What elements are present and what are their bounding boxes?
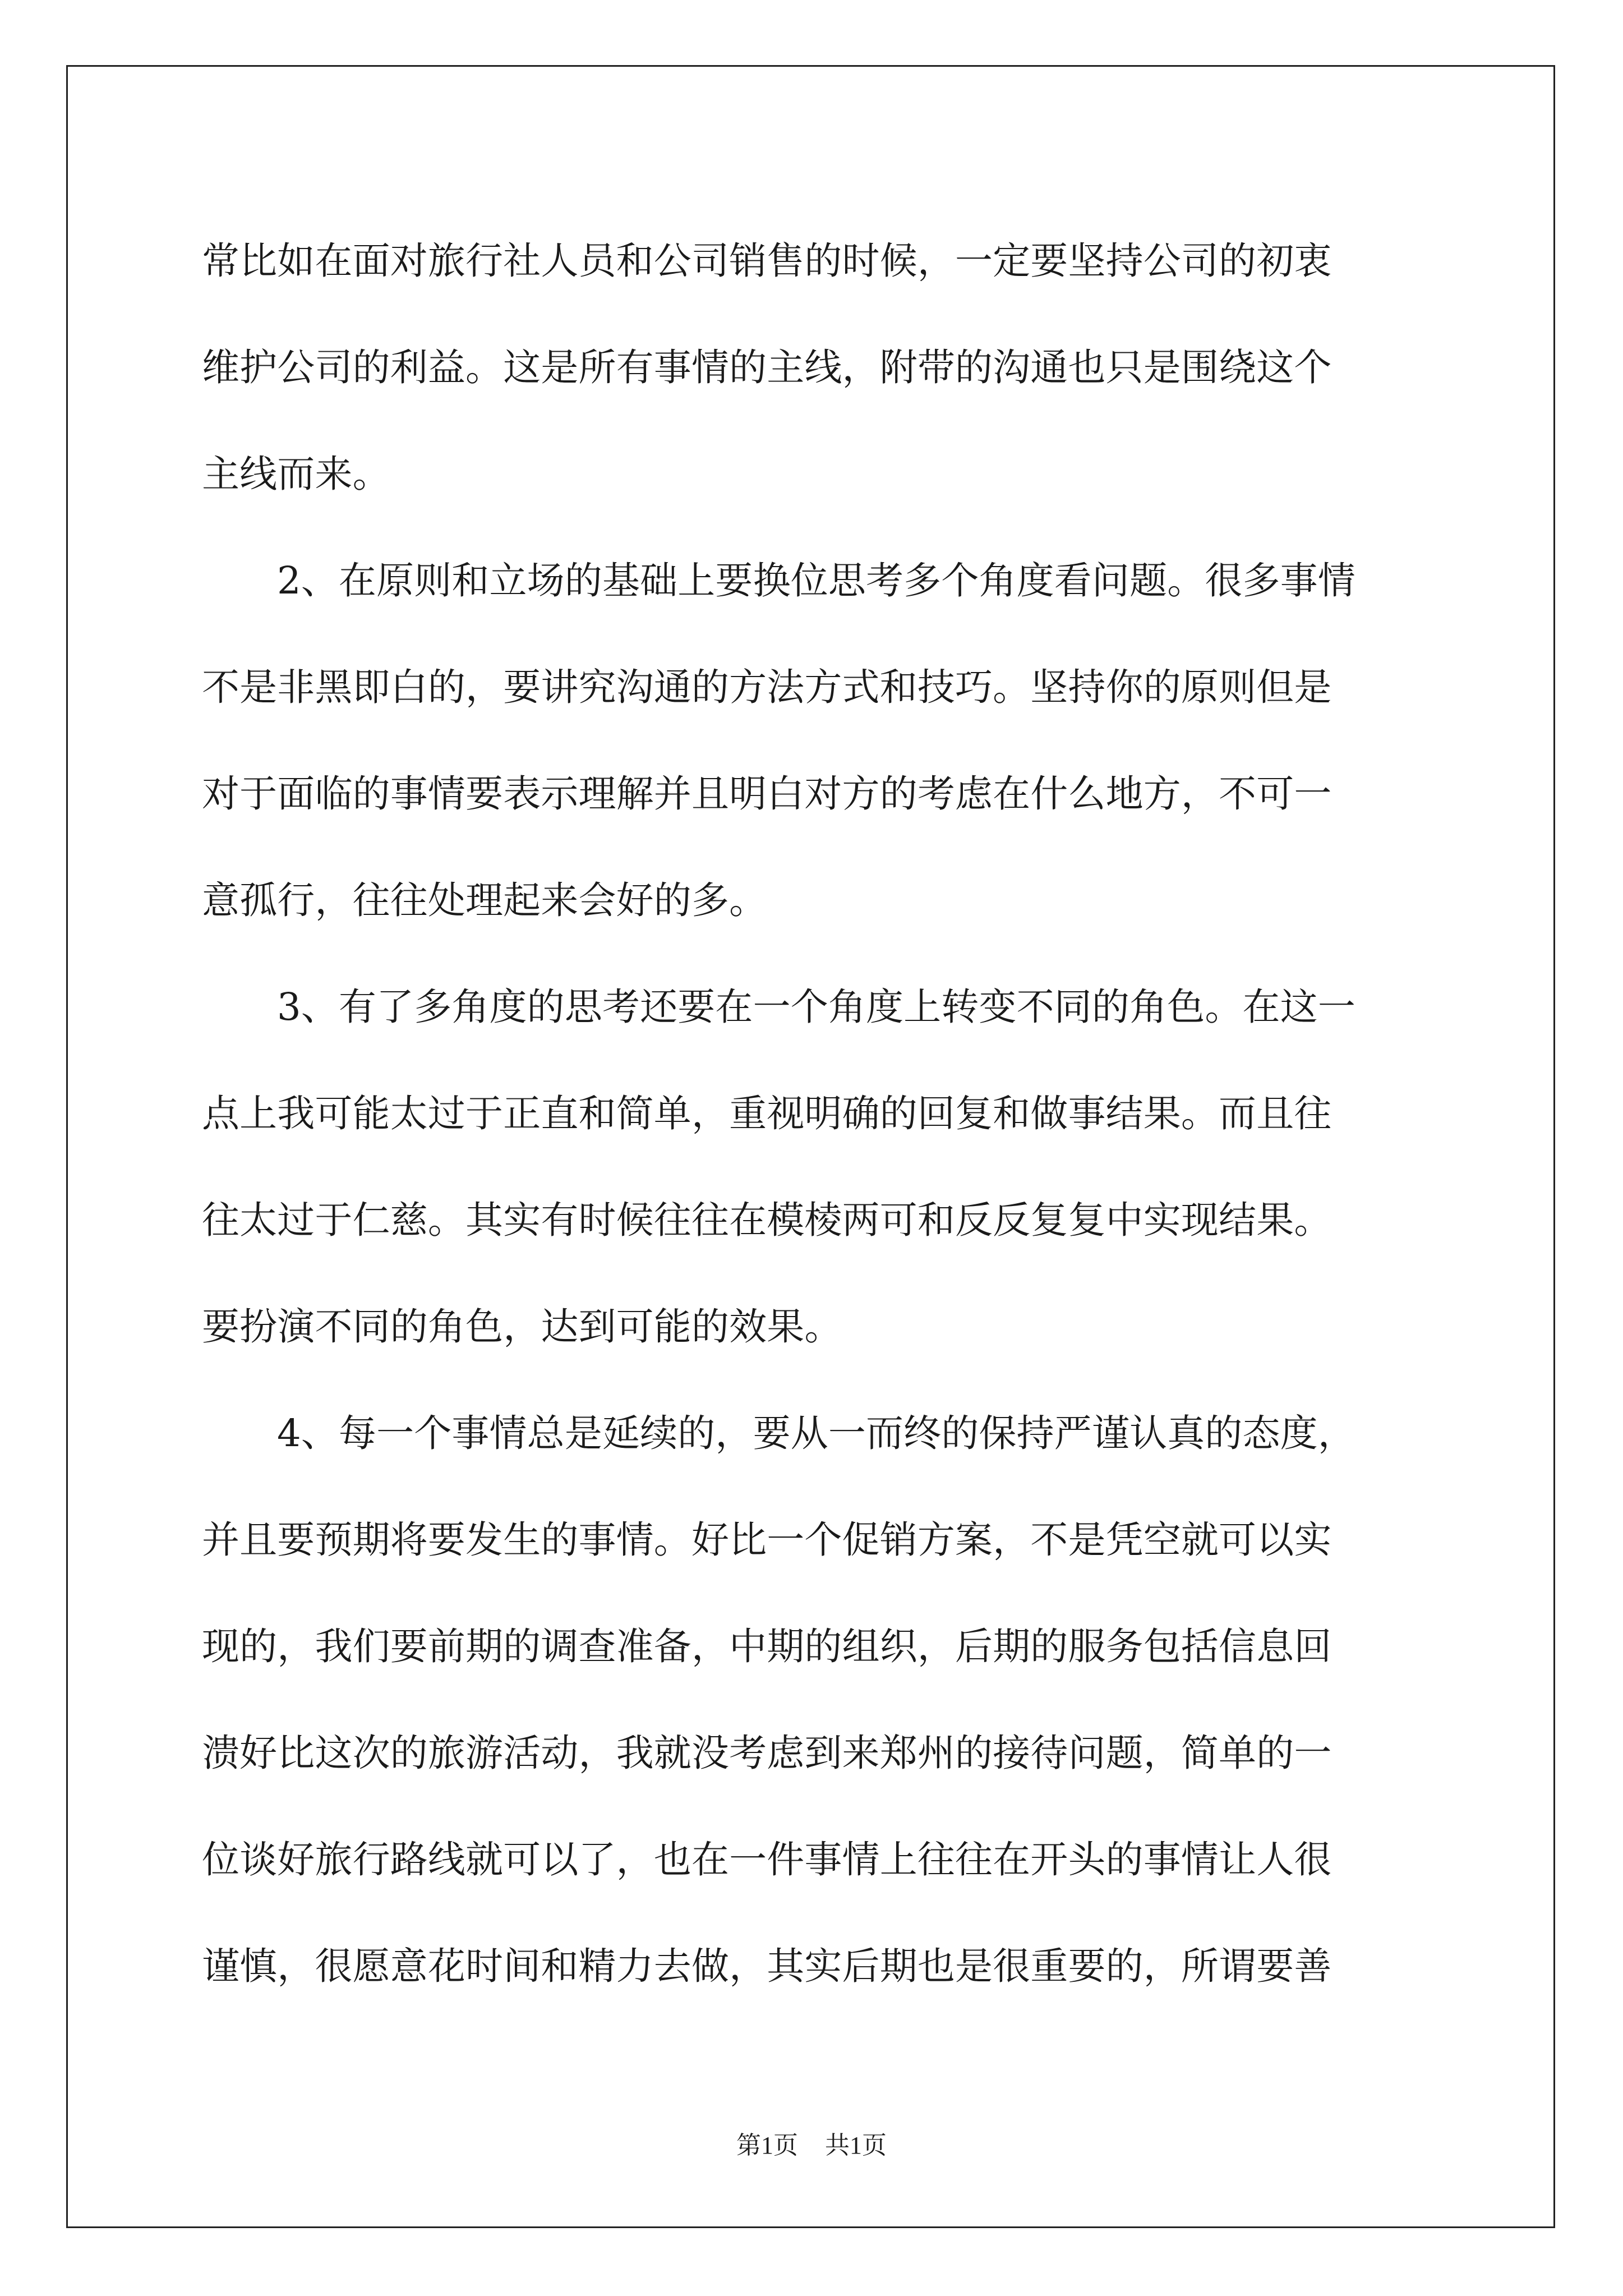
text-line: 位谈好旅行路线就可以了，也在一件事情上往往在开头的事情让人很 [202, 1838, 1332, 1881]
text-line: 2、在原则和立场的基础上要换位思考多个角度看问题。很多事情 [277, 559, 1355, 602]
text-line: 3、有了多角度的思考还要在一个角度上转变不同的角色。在这一 [277, 985, 1355, 1029]
page-footer [0, 2129, 1623, 2162]
text-line: 维护公司的利益。这是所有事情的主线，附带的沟通也只是围绕这个 [202, 346, 1332, 389]
document-body [202, 208, 1424, 2019]
text-line: 溃好比这次的旅游活动，我就没考虑到来郑州的接待问题，简单的一 [202, 1731, 1332, 1775]
text-line: 点上我可能太过于正直和简单，重视明确的回复和做事结果。而且往 [202, 1092, 1332, 1135]
text-line: 现的，我们要前期的调查准备，中期的组织，后期的服务包括信息回 [202, 1625, 1332, 1668]
text-line: 4、每一个事情总是延续的，要从一而终的保持严谨认真的态度， [277, 1411, 1355, 1455]
page-number-total: 共1页 [825, 2132, 887, 2159]
page-number-current: 第1页 [736, 2132, 798, 2159]
text-line: 要扮演不同的角色，达到可能的效果。 [202, 1305, 842, 1349]
text-line: 意孤行，往往处理起来会好的多。 [202, 878, 767, 922]
text-line: 并且要预期将要发生的事情。好比一个促销方案，不是凭空就可以实 [202, 1518, 1332, 1562]
text-line: 主线而来。 [202, 452, 390, 496]
text-line: 往太过于仁慈。其实有时候往往在模棱两可和反反复复中实现结果。 [202, 1198, 1332, 1242]
text-line: 对于面临的事情要表示理解并且明白对方的考虑在什么地方，不可一 [202, 772, 1332, 816]
text-line: 谨慎，很愿意花时间和精力去做，其实后期也是很重要的，所谓要善 [202, 1944, 1332, 1988]
text-line: 常比如在面对旅行社人员和公司销售的时候，一定要坚持公司的初衷 [202, 239, 1332, 283]
text-line: 不是非黑即白的，要讲究沟通的方法方式和技巧。坚持你的原则但是 [202, 665, 1332, 709]
